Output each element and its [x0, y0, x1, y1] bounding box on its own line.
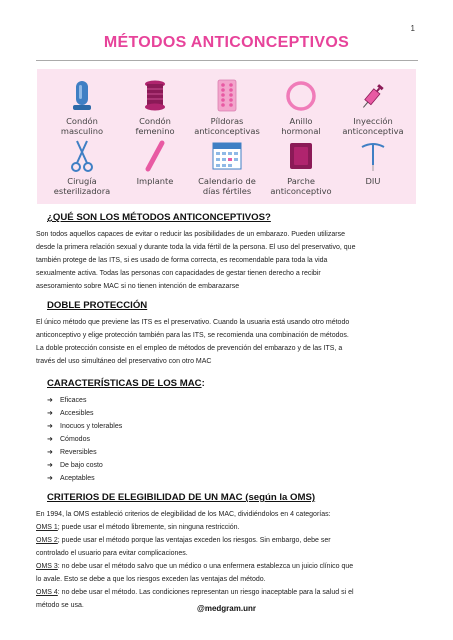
list-item-text: Accesibles: [60, 410, 94, 417]
criteria-oms4: [36, 586, 420, 599]
criteria-intro: En 1994, la OMS estableció criterios de elegibilidad de los MAC, dividiéndolos en 4 categorías:: [36, 511, 331, 518]
oms-key: OMS 4: [36, 589, 58, 596]
oms-key: OMS 1: [36, 524, 58, 531]
method-label: Cirugía: [67, 176, 97, 186]
criteria-oms3: [36, 560, 420, 573]
text-line: anticonceptivo y elige protección también para las ITS, se recomienda una combinación de métodos.: [36, 332, 349, 339]
list-item-text: De bajo costo: [60, 462, 103, 469]
criteria-oms4-cont: método se usa.: [36, 602, 84, 609]
text-line: también protege de las ITS, si es usado de forma correcta, es recomendable para toda la vida: [36, 257, 328, 264]
method-label: femenino: [135, 126, 175, 136]
arrow-bullet-icon: ➜: [47, 423, 53, 430]
calendar-icon: [210, 139, 244, 173]
method-label: Anillo: [289, 116, 313, 126]
list-item: [47, 433, 122, 446]
iud-icon: [356, 139, 390, 173]
method-label: Condón: [139, 116, 171, 126]
method-label: Píldoras: [210, 116, 244, 126]
page-number: 1: [410, 24, 415, 33]
method-label: esterilizadora: [53, 186, 111, 196]
paragraph-what-are: [36, 228, 420, 293]
text-line: La doble protección consiste en el empleo de métodos de prevención del embarazo y de las ITS, a: [36, 345, 343, 352]
list-item: [47, 420, 122, 433]
arrow-bullet-icon: ➜: [47, 436, 53, 443]
text-line: Son todos aquellos capaces de evitar o reducir las posibilidades de un embarazo. Pueden utilizarse: [36, 231, 345, 238]
heading-double-protection: DOBLE PROTECCIÓN: [47, 300, 148, 311]
method-implant: [117, 139, 193, 186]
list-item: [47, 472, 122, 485]
arrow-bullet-icon: ➜: [47, 410, 53, 417]
method-surgery: [44, 139, 120, 196]
method-label: anticonceptivas: [194, 126, 260, 136]
method-ring: [263, 79, 339, 136]
condom-male-icon: [69, 79, 95, 113]
method-condom-female: [117, 79, 193, 136]
oms-key: OMS 2: [36, 537, 58, 544]
arrow-bullet-icon: ➜: [47, 397, 53, 404]
list-item-text: Aceptables: [60, 475, 95, 482]
list-item: [47, 407, 122, 420]
method-label: hormonal: [281, 126, 321, 136]
method-patch: [263, 139, 339, 196]
text-line: través del uso simultáneo del preservativo con otro MAC: [36, 358, 212, 365]
method-calendar: [189, 139, 265, 196]
method-label: masculino: [60, 126, 104, 136]
list-item-text: Inocuos y tolerables: [60, 423, 123, 430]
heading-what-are: ¿QUÉ SON LOS MÉTODOS ANTICONCEPTIVOS?: [47, 212, 271, 223]
method-label: DIU: [365, 176, 381, 186]
method-injection: [335, 79, 411, 136]
list-item-text: Eficaces: [60, 397, 87, 404]
criteria-oms1: [36, 521, 420, 534]
criteria-oms3-cont: lo avale. Esto se debe a que los riesgos exceden las ventajas del método.: [36, 576, 266, 583]
text-line: El único método que previene las ITS es el preservativo. Cuando la usuaria está usando otro método: [36, 319, 350, 326]
surgery-icon: [67, 139, 97, 173]
method-label: días fértiles: [202, 186, 252, 196]
list-item-text: Reversibles: [60, 449, 97, 456]
method-label: Implante: [136, 176, 174, 186]
method-label: Parche: [287, 176, 315, 186]
arrow-bullet-icon: ➜: [47, 449, 53, 456]
oms-key: OMS 3: [36, 563, 58, 570]
syringe-icon: [356, 79, 390, 113]
ring-icon: [284, 79, 318, 113]
pills-icon: [210, 79, 244, 113]
text-line: sexualmente activa. Todas las personas con capacidades de gestar tienen derecho a recibir: [36, 270, 321, 277]
text-line: desde la primera relación sexual y durante toda la vida fértil de la persona. El uso del preservativo, que: [36, 244, 356, 251]
criteria-oms2: [36, 534, 420, 547]
implant-icon: [140, 139, 170, 173]
criteria-oms2-cont: controlado el usuario para evitar complicaciones.: [36, 550, 188, 557]
method-label: Inyección: [353, 116, 393, 126]
patch-icon: [284, 139, 318, 173]
oms-text: ; puede usar el método porque las ventajas exceden los riesgos. Sin embargo, debe ser: [57, 537, 331, 544]
list-item-text: Cómodos: [60, 436, 90, 443]
method-label: anticonceptiva: [342, 126, 404, 136]
methods-infographic: [37, 69, 416, 204]
method-condom-male: [44, 79, 120, 136]
method-pills: [189, 79, 265, 136]
title-divider: [36, 60, 418, 61]
method-label: anticonceptivo: [270, 186, 332, 196]
heading-characteristics: [47, 378, 205, 389]
list-item: [47, 459, 122, 472]
method-label: Condón: [66, 116, 98, 126]
paragraph-criteria: [36, 508, 420, 612]
condom-female-icon: [140, 79, 170, 113]
footer-handle: @medgram.unr: [197, 604, 256, 613]
paragraph-double-protection: [36, 316, 420, 368]
arrow-bullet-icon: ➜: [47, 475, 53, 482]
heading-text: CARACTERÍSTICAS DE LOS MAC: [47, 378, 202, 389]
oms-text: : no debe usar el método. Las condiciones representan un riesgo inaceptable para la salud si el: [57, 589, 354, 596]
page-title: MÉTODOS ANTICONCEPTIVOS: [103, 34, 350, 51]
list-item: [47, 446, 122, 459]
oms-text: ; puede usar el método libremente, sin ninguna restricción.: [57, 524, 240, 531]
heading-suffix: :: [201, 378, 205, 389]
list-item: [47, 394, 122, 407]
text-line: asesoramiento sobre MAC si no tienen intención de embarazarse: [36, 283, 240, 290]
heading-criteria: CRITERIOS DE ELEGIBILIDAD DE UN MAC (según la OMS): [47, 492, 316, 503]
method-iud: [335, 139, 411, 186]
oms-text: : no debe usar el método salvo que un médico o una enfermera establezca un juicio clínico que: [57, 563, 354, 570]
method-label: Calendario de: [198, 176, 256, 186]
arrow-bullet-icon: ➜: [47, 462, 53, 469]
characteristics-list: [47, 394, 122, 485]
